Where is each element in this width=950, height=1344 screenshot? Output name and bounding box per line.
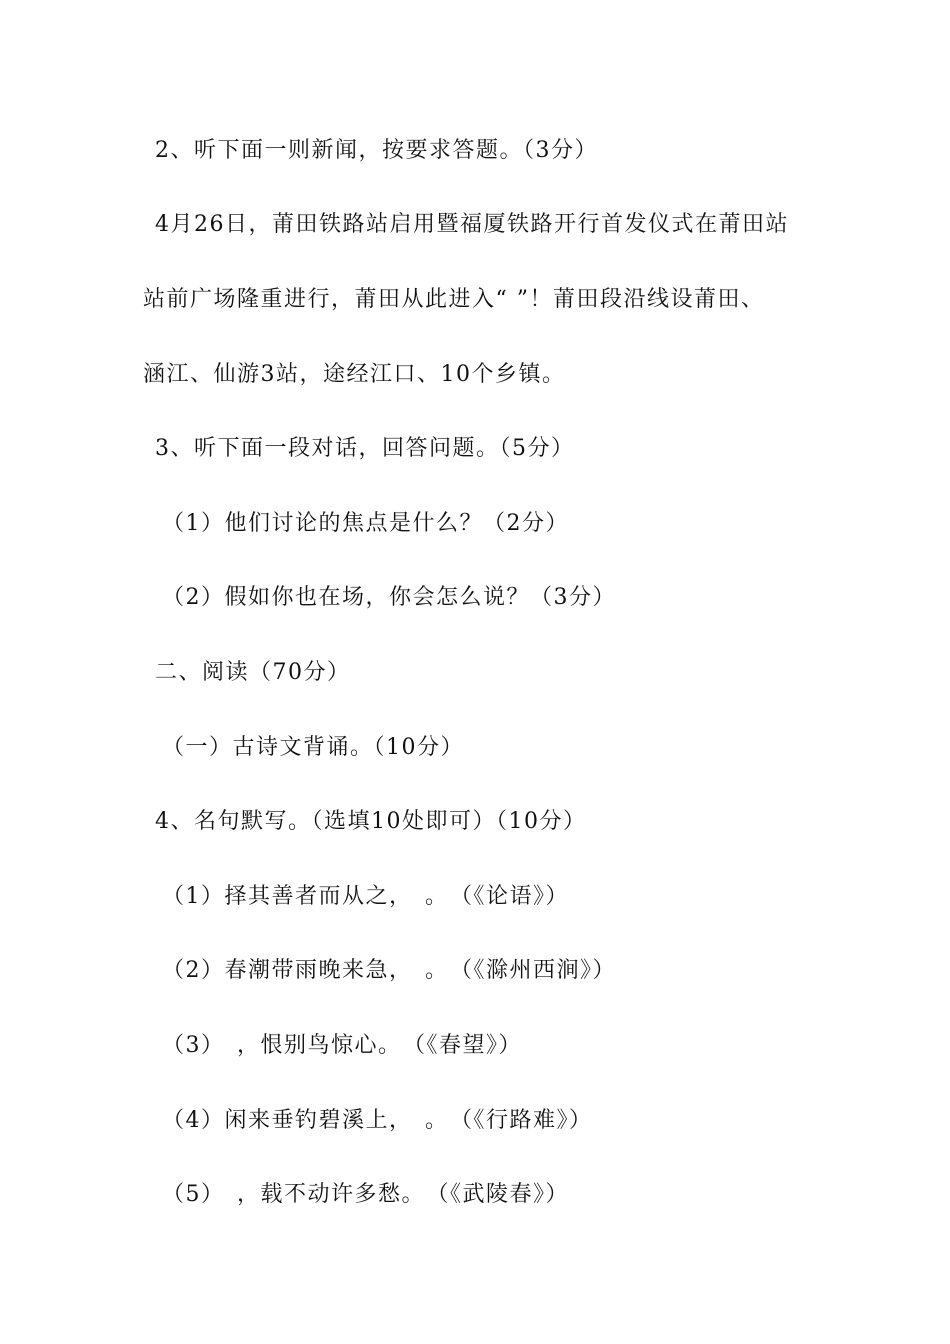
question-3-sub-1: （1）他们讨论的焦点是什么？（2分） <box>162 511 569 536</box>
section-reading-heading: 二、阅读（70分） <box>155 660 351 685</box>
subsection-poetry-heading: （一）古诗文背诵。（10分） <box>162 735 464 760</box>
question-4-item-1: （1）择其善者而从之， 。 （《论语》） <box>162 884 569 909</box>
news-paragraph-line-3: 涵江、仙游3站，途经江口、10个乡镇。 <box>143 362 566 387</box>
question-4-heading: 4、名句默写。（选填10处即可）（10分） <box>155 809 587 834</box>
news-paragraph-line-2: 站前广场隆重进行，莆田从此进入“ ”！莆田段沿线设莆田、 <box>143 287 765 312</box>
question-4-item-3: （3） ，恨别鸟惊心。 （《春望》） <box>162 1033 522 1058</box>
question-4-item-4: （4）闲来垂钓碧溪上， 。 （《行路难》） <box>162 1108 593 1133</box>
question-3-heading: 3、听下面一段对话，回答问题。（5分） <box>155 436 575 461</box>
question-2-heading: 2、听下面一则新闻，按要求答题。（3分） <box>155 138 598 163</box>
news-paragraph-line-1: 4月26日，莆田铁路站启用暨福厦铁路开行首发仪式在莆田站 <box>155 212 789 237</box>
question-4-item-2: （2）春潮带雨晚来急， 。 （《滁州西涧》） <box>162 958 616 983</box>
question-4-item-5: （5） ，载不动许多愁。 （《武陵春》） <box>162 1182 569 1207</box>
question-3-sub-2: （2）假如你也在场，你会怎么说？（3分） <box>162 585 616 610</box>
